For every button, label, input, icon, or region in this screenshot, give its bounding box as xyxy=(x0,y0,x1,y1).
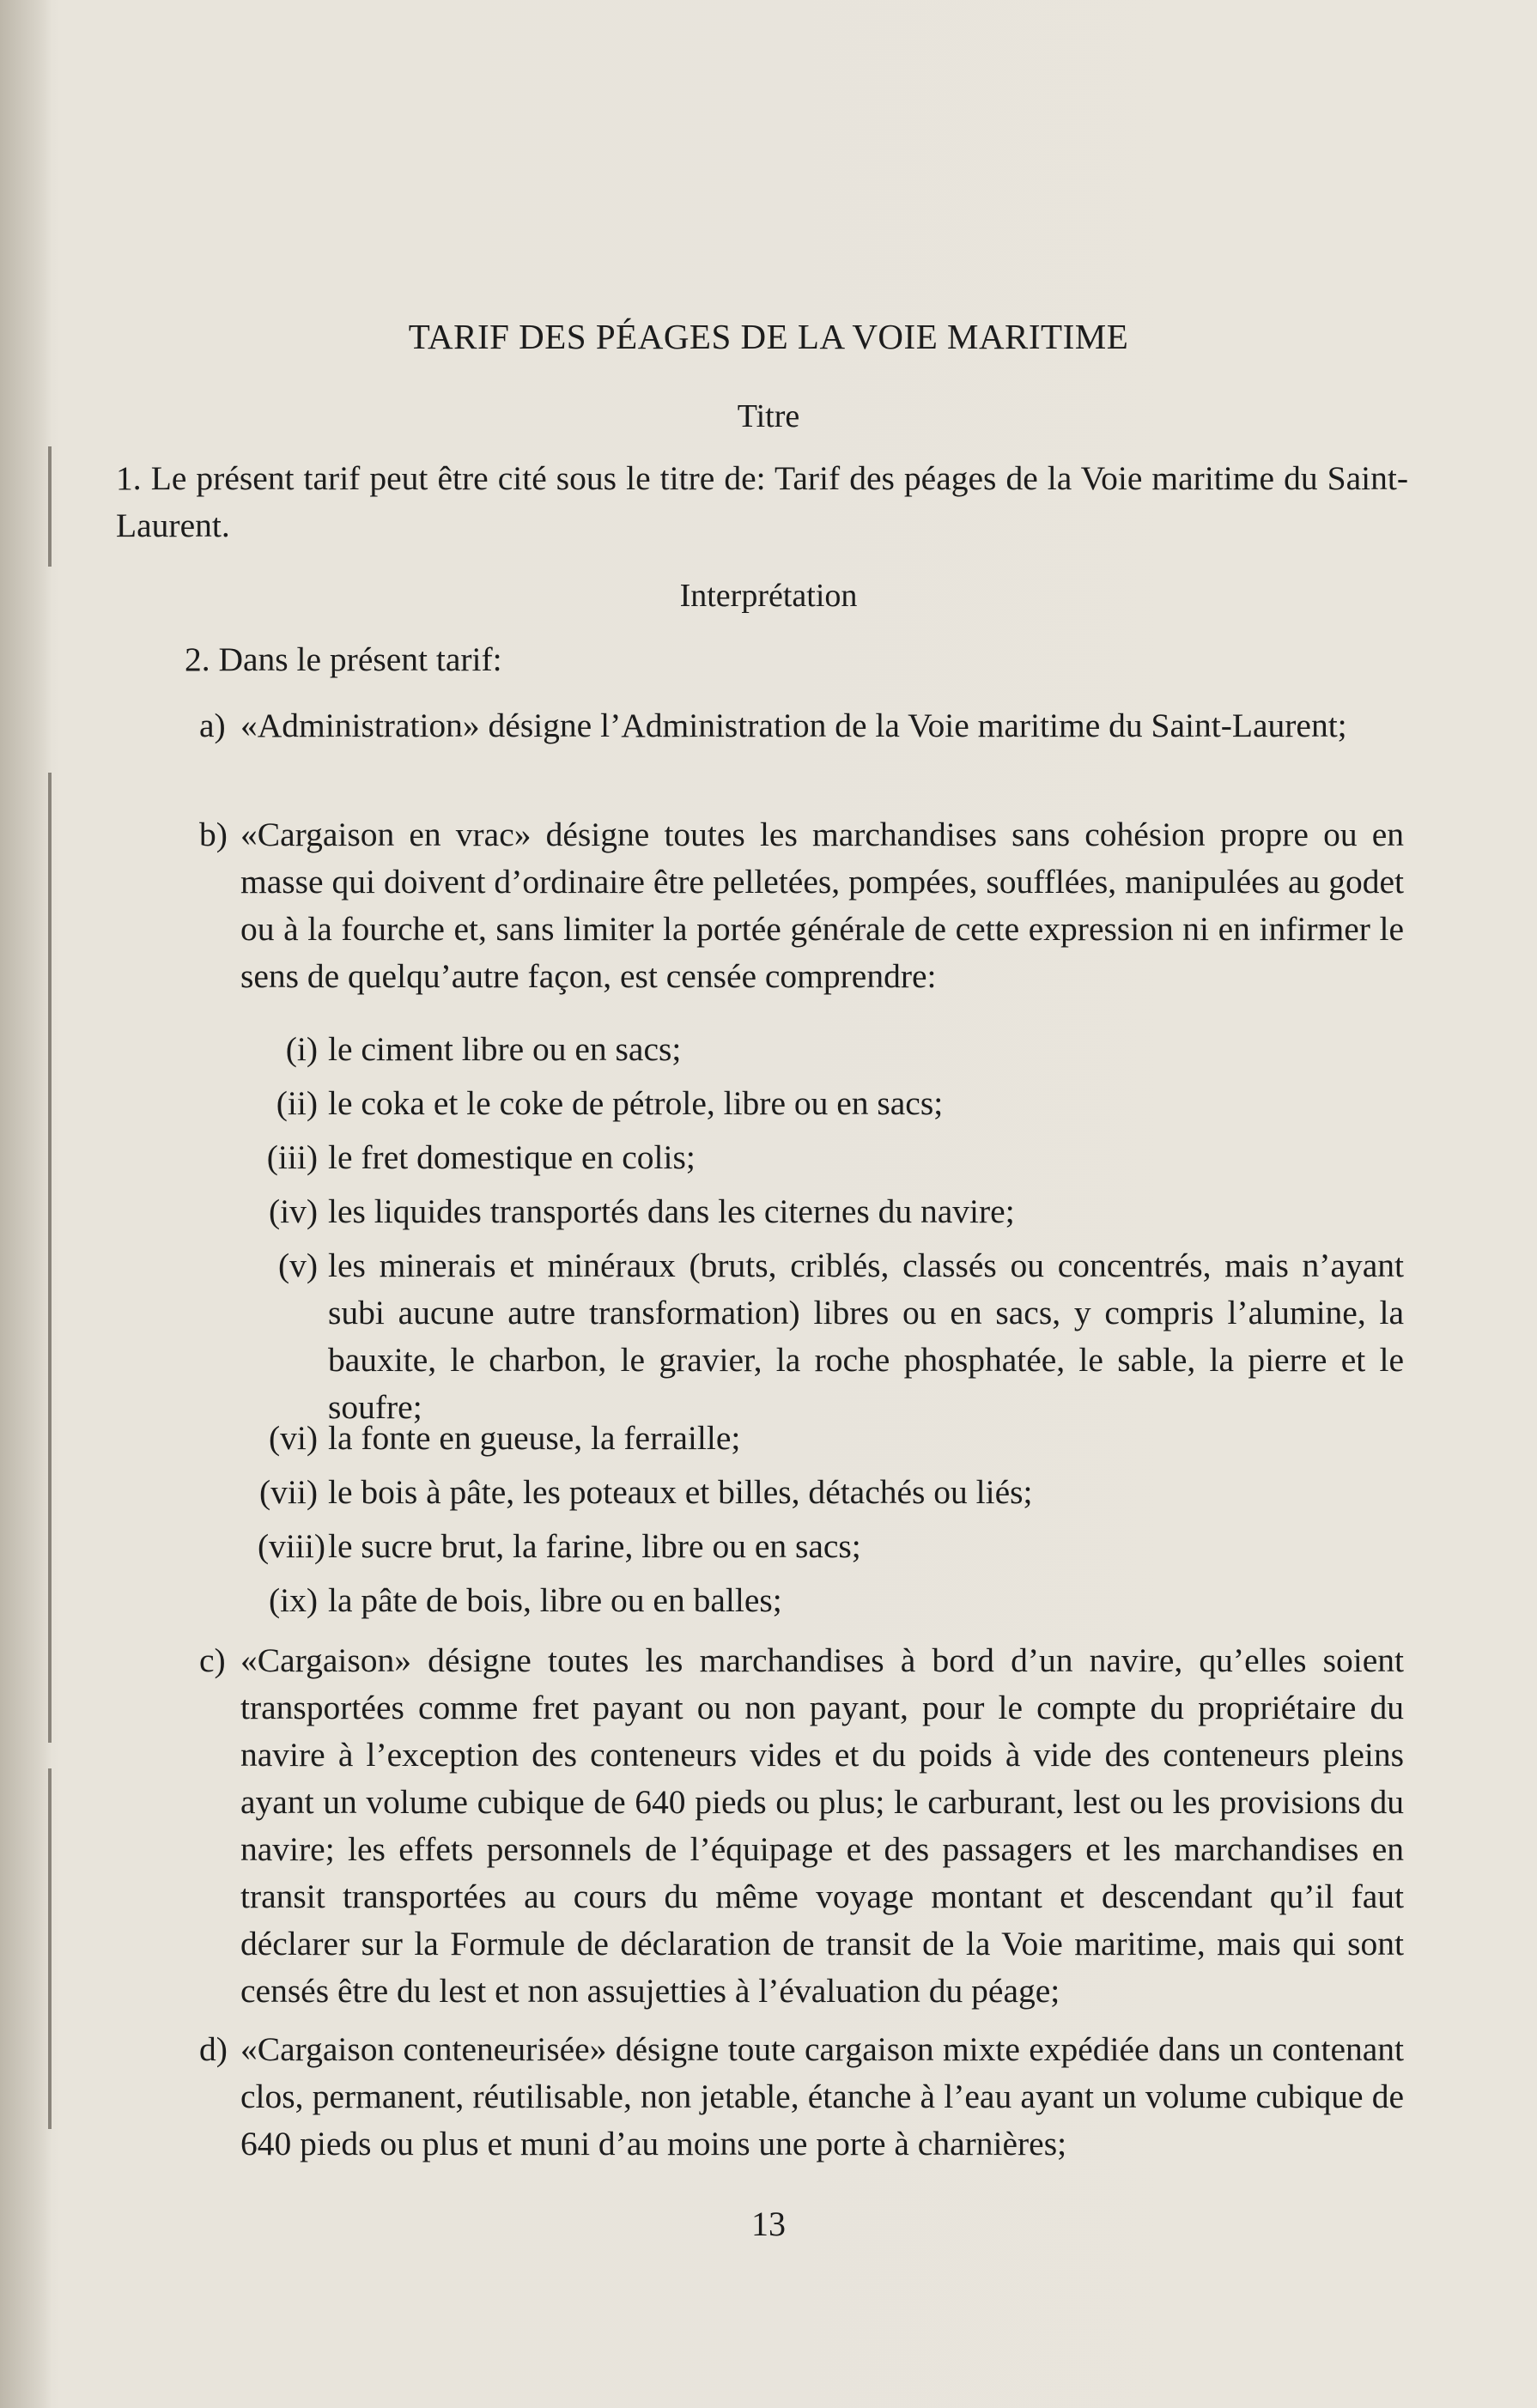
subitem-text: le coka et le coke de pétrole, libre ou en sacs; xyxy=(328,1084,944,1122)
item-label-a: a) xyxy=(199,707,226,744)
book-spine-shadow xyxy=(0,0,52,2408)
subitem-text: la fonte en gueuse, la ferraille; xyxy=(328,1419,741,1457)
definition-c: «Cargaison» désigne toutes les marchandises à bord d’un navire, qu’elles soient transportées comme fret payant ou non payant, pour le compte du propriétaire du navire à l’exception des conteneurs vides et du poids à vide des conteneurs pleins ayant un volume cubique de 640 pieds ou plus; le carburant, lest ou les provisions du navire; les effets personnels de l’équipage et des passagers et les marchandises en transit transportées au cours du même voyage montant et descendant qu’il faut déclarer sur la Formule de déclaration de transit de la Voie maritime, mais qui sont censés être du lest et non assujetties à l’évaluation du péage; xyxy=(240,1641,1404,2010)
subitem-label: (vi) xyxy=(268,1419,318,1457)
subitem-label: (iv) xyxy=(268,1192,318,1230)
paragraph-2: 2. Dans le présent tarif: xyxy=(185,640,502,678)
subitem-label: (i) xyxy=(285,1030,318,1068)
subitem-text: les minerais et minéraux (bruts, criblés, classés ou concentrés, mais n’ayant subi aucune autre transformation) libres ou en sacs, y compris l’alumine, la bauxite, le charbon, le gravier, la roche phosphatée, le sable, la pierre et le soufre; xyxy=(328,1246,1404,1426)
margin-line xyxy=(48,1768,52,2129)
paragraph-1: 1. Le présent tarif peut être cité sous le titre de: Tarif des péages de la Voie maritime du Saint-Laurent. xyxy=(116,459,1408,544)
item-label-b: b) xyxy=(199,816,228,853)
item-label-c: c) xyxy=(199,1641,226,1679)
section-heading-interpretation: Interprétation xyxy=(679,578,858,614)
margin-line xyxy=(48,446,52,567)
item-label-d: d) xyxy=(199,2030,228,2068)
definition-a: «Administration» désigne l’Administration de la Voie maritime du Saint-Laurent; xyxy=(240,707,1347,744)
subitem-text: le sucre brut, la farine, libre ou en sacs; xyxy=(328,1527,861,1565)
subitem-label: (vii) xyxy=(258,1473,318,1511)
page-title: TARIF DES PÉAGES DE LA VOIE MARITIME xyxy=(408,317,1129,356)
page-number: 13 xyxy=(751,2205,786,2243)
subitem-text: la pâte de bois, libre ou en balles; xyxy=(328,1581,782,1619)
subitem-label: (iii) xyxy=(266,1138,318,1176)
subitem-label: (ii) xyxy=(276,1084,318,1122)
subitem-text: le bois à pâte, les poteaux et billes, détachés ou liés; xyxy=(328,1473,1033,1511)
margin-line xyxy=(48,773,52,1743)
subitem-label: (ix) xyxy=(268,1581,318,1619)
definition-d: «Cargaison conteneurisée» désigne toute cargaison mixte expédiée dans un contenant clos, permanent, réutilisable, non jetable, étanche à l’eau ayant un volume cubique de 640 pieds ou plus et muni d’au moins une porte à charnières; xyxy=(240,2030,1404,2162)
subitem-text: le fret domestique en colis; xyxy=(328,1138,696,1176)
definition-b: «Cargaison en vrac» désigne toutes les marchandises sans cohésion propre ou en masse qui doivent d’ordinaire être pelletées, pompées, soufflées, manipulées au godet ou à la fourche et, sans limiter la portée générale de cette expression ni en infirmer le sens de quelqu’autre façon, est censée comprendre: xyxy=(240,816,1404,995)
subitem-text: le ciment libre ou en sacs; xyxy=(328,1030,682,1068)
subitem-text: les liquides transportés dans les citernes du navire; xyxy=(328,1192,1015,1230)
subitem-label: (v) xyxy=(277,1246,318,1284)
section-heading-titre: Titre xyxy=(737,398,800,434)
subitem-label: (viii) xyxy=(258,1527,325,1565)
